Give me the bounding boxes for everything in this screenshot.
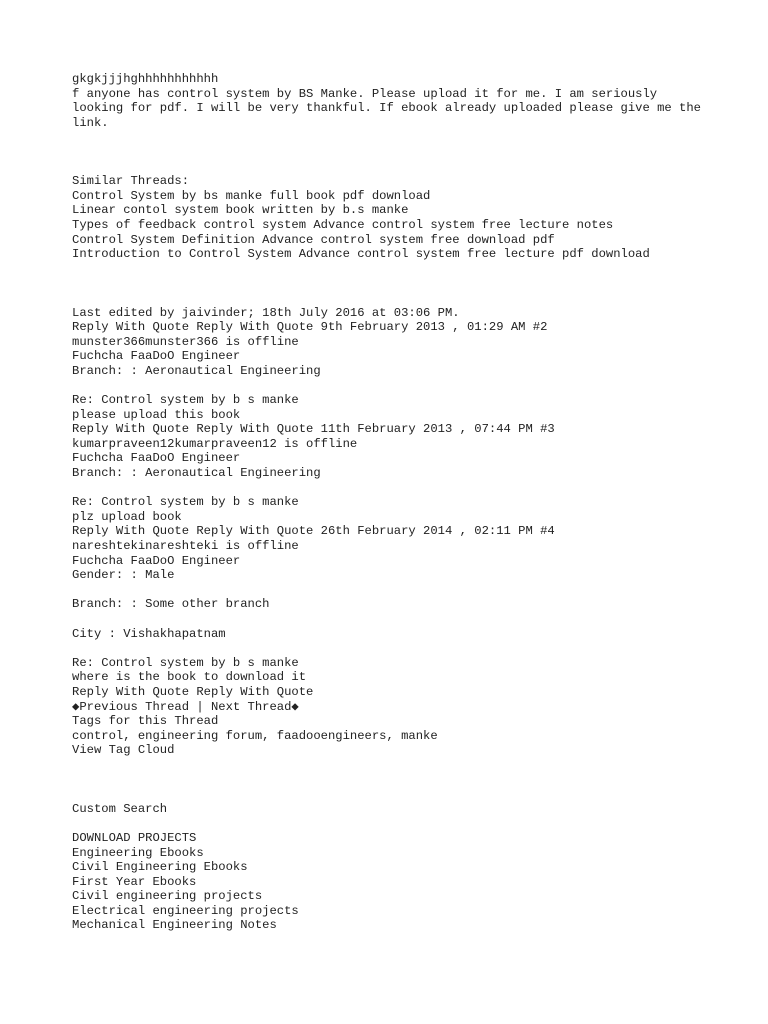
post-body: f anyone has control system by BS Manke. Please upload it for me. I am seriously looking for pdf. I will be very thankful. If ebook already uploaded please give me the link. xyxy=(72,86,701,130)
custom-search-label[interactable]: Custom Search xyxy=(72,801,168,816)
post-subject: Re: Control system by b s manke xyxy=(72,495,299,510)
user-rank: Fuchcha FaaDoO Engineer xyxy=(72,451,241,466)
post-message: where is the book to download it xyxy=(72,670,307,685)
user-status[interactable]: nareshtekinareshteki is offline xyxy=(72,539,299,554)
edit-note: Last edited by jaivinder; 18th July 2016 at 03:06 PM. xyxy=(72,305,460,320)
download-link[interactable]: First Year Ebooks xyxy=(72,874,197,889)
user-branch: Branch: : Aeronautical Engineering xyxy=(72,363,321,378)
tags-list[interactable]: control, engineering forum, faadooengineers, manke xyxy=(72,728,438,743)
user-status[interactable]: kumarpraveen12kumarpraveen12 is offline xyxy=(72,436,358,451)
similar-thread-link[interactable]: Control System Definition Advance control system free download pdf xyxy=(72,232,555,247)
user-status[interactable]: munster366munster366 is offline xyxy=(72,334,299,349)
download-link[interactable]: Mechanical Engineering Notes xyxy=(72,918,277,933)
post-subject: Re: Control system by b s manke xyxy=(72,655,299,670)
post-meta[interactable]: Reply With Quote Reply With Quote 11th February 2013 , 07:44 PM #3 xyxy=(72,422,555,437)
similar-thread-link[interactable]: Introduction to Control System Advance control system free lecture pdf download xyxy=(72,247,650,262)
user-branch: Branch: : Aeronautical Engineering xyxy=(72,466,321,481)
download-projects-heading: DOWNLOAD PROJECTS xyxy=(72,830,197,845)
download-link[interactable]: Civil engineering projects xyxy=(72,889,263,904)
tags-heading: Tags for this Thread xyxy=(72,714,219,729)
reply-with-quote-links[interactable]: Reply With Quote Reply With Quote xyxy=(72,684,314,699)
user-city: City : Vishakhapatnam xyxy=(72,626,226,641)
user-rank: Fuchcha FaaDoO Engineer xyxy=(72,349,241,364)
post-subject: Re: Control system by b s manke xyxy=(72,393,299,408)
post-message: plz upload book xyxy=(72,509,182,524)
similar-thread-link[interactable]: Types of feedback control system Advance control system free lecture notes xyxy=(72,217,614,232)
post-title-line: gkgkjjjhghhhhhhhhhhh xyxy=(72,72,219,86)
post-message: please upload this book xyxy=(72,407,241,422)
user-rank: Fuchcha FaaDoO Engineer xyxy=(72,553,241,568)
download-link[interactable]: Civil Engineering Ebooks xyxy=(72,860,248,875)
user-branch: Branch: : Some other branch xyxy=(72,597,270,612)
similar-thread-link[interactable]: Linear contol system book written by b.s manke xyxy=(72,203,409,218)
post-meta[interactable]: Reply With Quote Reply With Quote 26th February 2014 , 02:11 PM #4 xyxy=(72,524,555,539)
download-link[interactable]: Electrical engineering projects xyxy=(72,903,299,918)
user-gender: Gender: : Male xyxy=(72,568,175,583)
view-tag-cloud-link[interactable]: View Tag Cloud xyxy=(72,743,175,758)
similar-threads-heading: Similar Threads: xyxy=(72,174,190,189)
thread-navigation[interactable]: ◆Previous Thread | Next Thread◆ xyxy=(72,699,299,714)
post-meta[interactable]: Reply With Quote Reply With Quote 9th February 2013 , 01:29 AM #2 xyxy=(72,320,548,335)
similar-thread-link[interactable]: Control System by bs manke full book pdf download xyxy=(72,188,431,203)
download-link[interactable]: Engineering Ebooks xyxy=(72,845,204,860)
